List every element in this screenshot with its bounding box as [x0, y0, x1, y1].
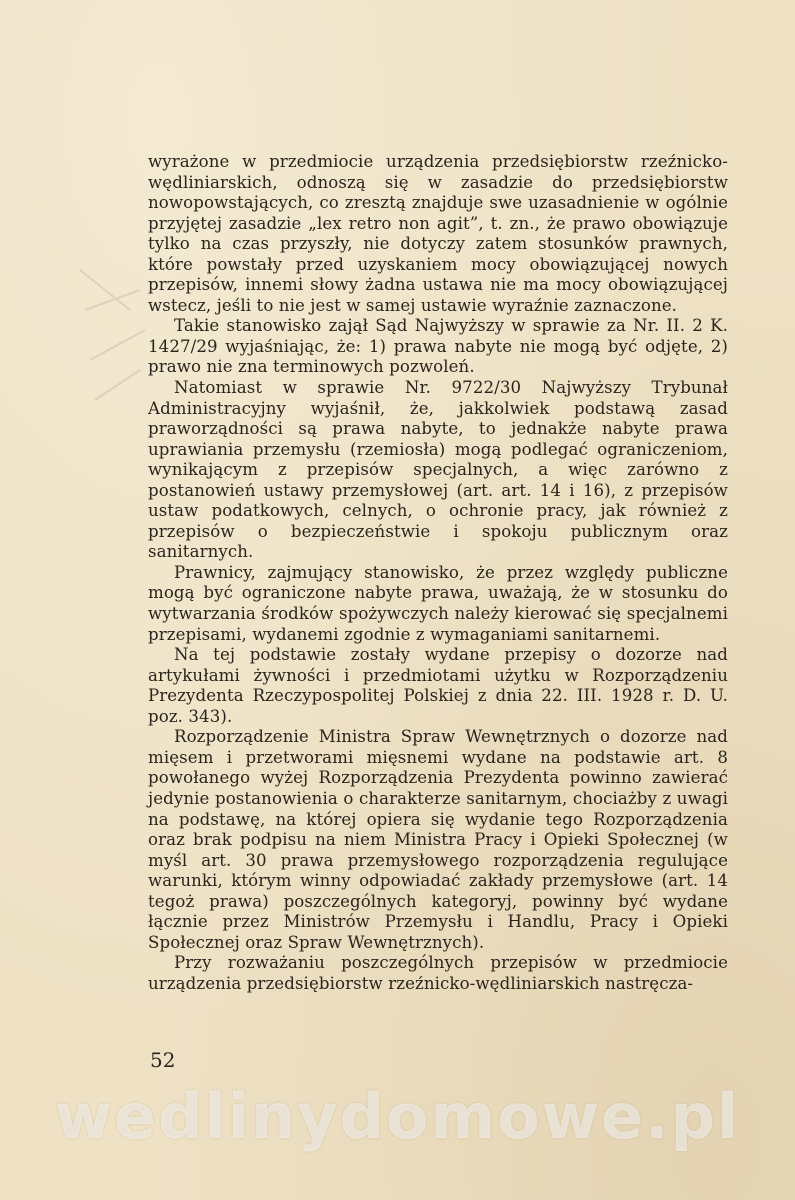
- page-number: 52: [150, 1048, 176, 1072]
- paragraph-4: Prawnicy, zajmujący stanowisko, że przez względy publiczne mogą być ograniczone nabyte prawa, uważają, że w stosunku do wytwarzania środków spożywczych należy kierować się specjalnemi przepisami, wydanemi zgodnie z wymaganiami sanitarnemi.: [148, 562, 728, 644]
- paragraph-7: Przy rozważaniu poszczególnych przepisów w przedmiocie urządzenia przedsiębiorstw rzeźnicko-wędliniarskich nastręcza-: [148, 953, 728, 993]
- watermark: wedlinydomowe.pl: [54, 1080, 741, 1153]
- body-text: [148, 152, 728, 994]
- pencil-annotation-mark: [70, 250, 150, 450]
- paragraph-3: Natomiast w sprawie Nr. 9722/30 Najwyższy Trybunał Administracyjny wyjaśnił, że, jakkolwiek podstawą zasad praworządności są prawa nabyte, to jednakże nabyte prawa uprawiania przemysłu (rzemiosła) mogą podlegać ograniczeniom, wynikającym z przepisów specjalnych, a więc zarówno z postanowień ustawy przemysłowej (art. art. 14 i 16), z przepisów ustaw podatkowych, celnych, o ochronie pracy, jak również z przepisów o bezpieczeństwie i spokoju publicznym oraz sanitarnych.: [148, 378, 728, 562]
- paragraph-6: Rozporządzenie Ministra Spraw Wewnętrznych o dozorze nad mięsem i przetworami mięsnemi wydane na podstawie art. 8 powołanego wyżej Rozporządzenia Prezydenta powinno zawierać jedynie postanowienia o charakterze sanitarnym, chociażby z uwagi na podstawę, na której opiera się wydanie tego Rozporządzenia oraz brak podpisu na niem Ministra Pracy i Opieki Społecznej (w myśl art. 30 prawa przemysłowego rozporządzenia regulujące warunki, którym winny odpowiadać zakłady przemysłowe (art. 14 tegoż prawa) poszczególnych kategoryj, powinny być wydane łącznie przez Ministrów Przemysłu i Handlu, Pracy i Opieki Społecznej oraz Spraw Wewnętrznych).: [148, 727, 728, 952]
- paragraph-1: wyrażone w przedmiocie urządzenia przedsiębiorstw rzeźnicko-wędliniarskich, odnoszą się w zasadzie do przedsiębiorstw nowopowstających, co zresztą znajduje swe uzasadnienie w ogólnie przyjętej zasadzie „lex retro non agit”, t. zn., że prawo obowiązuje tylko na czas przyszły, nie dotyczy zatem stosunków prawnych, które powstały przed uzyskaniem mocy obowiązującej nowych przepisów, innemi słowy żadna ustawa nie ma mocy obowiązującej wstecz, jeśli to nie jest w samej ustawie wyraźnie zaznaczone.: [148, 152, 728, 315]
- paragraph-5: Na tej podstawie zostały wydane przepisy o dozorze nad artykułami żywności i przedmiotami użytku w Rozporządzeniu Prezydenta Rzeczypospolitej Polskiej z dnia 22. III. 1928 r. D. U. poz. 343).: [148, 645, 728, 726]
- paragraph-2: Takie stanowisko zajął Sąd Najwyższy w sprawie za Nr. II. 2 K. 1427/29 wyjaśniając, że: 1) prawa nabyte nie mogą być odjęte, 2) prawo nie zna terminowych pozwoleń.: [148, 316, 728, 377]
